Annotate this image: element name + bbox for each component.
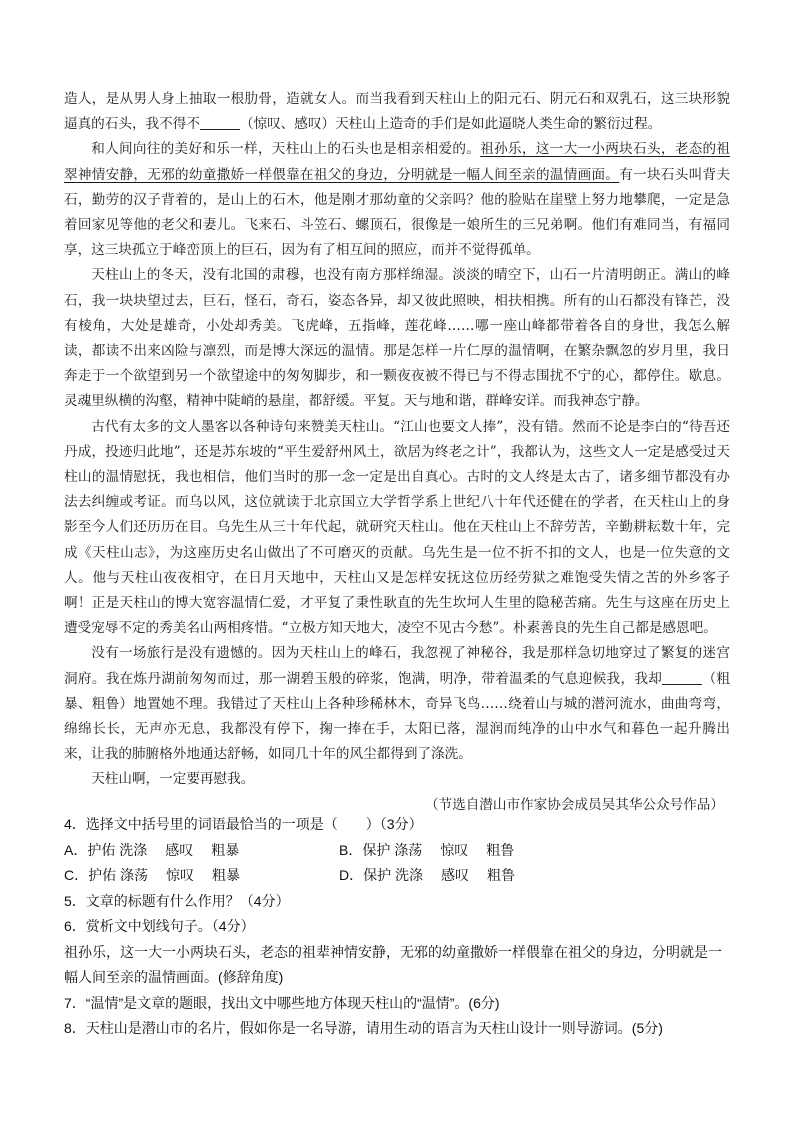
option-word: 感叹 (165, 841, 194, 858)
question-6-quote: 祖孙乐，这一大一小两块石头，老态的祖辈神情安静，无邪的幼童撒娇一样偎靠在祖父的身边，分明就是一幅人间至亲的温情画面。(修辞角度) (64, 943, 722, 985)
passage-text: （粗暴、粗鲁）地置她不理。我错过了天柱山上各种珍稀林木，奇异飞鸟……绕着山与城的潜河流水，曲曲弯弯，绵绵长长，无声亦无息，我都没有停下，掬一捧在手，太阳已落，湿润而纯净的山中水气和暮色一起升腾出来，让我的肺腑格外地通达舒畅，如同几十年的风尘都得到了涤洗。 (64, 670, 731, 763)
option-a[interactable] (64, 838, 339, 864)
question-6: 6．赏析文中划线句子。（4分） (64, 918, 255, 934)
passage-paragraph (64, 87, 730, 137)
passage-paragraph (64, 137, 730, 263)
passage-text: 没有一场旅行是没有遗憾的。因为天柱山上的峰石，我忽视了神秘谷，我是那样急切地穿过了繁复的迷宫洞府。我在炼丹湖前匆匆而过，那一湖碧玉般的碎浆，饱满，明净，带着温柔的气息迎候我，我却 (64, 645, 730, 687)
passage-source: （节选自潜山市作家协会成员吴其华公众号作品） (424, 796, 724, 813)
passage-text: 造人，是从男人身上抽取一根肋骨，造就女人。而当我看到天柱山上的阳元石、阴元石和双乳石，这三块形貌逼真的石头，我不得不 (64, 91, 730, 133)
question-7: 7．“温情”是文章的题眼，找出文中哪些地方体现天柱山的“温情”。(6分) (64, 994, 500, 1011)
passage-text: （惊叹、感叹）天柱山上造奇的手们是如此逼晓人类生命的繁衍过程。 (239, 116, 662, 133)
option-word: 感叹 (441, 867, 469, 883)
passage-paragraph: 古代有太多的文人墨客以各种诗句来赞美天柱山。“江山也要文人捧”，没有错。然而不论是李白的“待吾还丹成，投迹归此地”，还是苏东坡的“平生爱舒州风土，欲居为终老之计”，我都认为，这些文人一定是感受过天柱山的温情慰抚，我也相信，他们当时的那一念一定是出自真心。古时的文人终是太古了，诸多细节都没有办法去纠缠或考证。而乌以风，这位就读于北京国立大学哲学系上世纪八十年代还健在的学者，在天柱山上的身影至今人们还历历在目。乌先生从三十年代起，就研究天柱山。他在天柱山上不辞劳苦，辛勤耕耘数十年，完成《天柱山志》，为这座历史名山做出了不可磨灭的贡献。乌先生是一位不折不扣的文人，也是一位失意的文人。他与天柱山夜夜相守，在日月天地中，天柱山又是怎样安抚这位历经劳狱之难饱受失情之苦的外乡客子啊！正是天柱山的博大宽容温情仁爱，才平复了秉性耿直的先生坎坷人生里的隐秘苦痛。先生与这座在历史上遭受宠辱不定的秀美名山两相疼惜。“立极方知天地大，凌空不见古今愁”。朴素善良的先生自己都是感恩吧。 (64, 418, 730, 637)
question-4: 4．选择文中括号里的词语最恰当的一项是（ ）（3分） (64, 816, 423, 832)
option-letter: C．护佑 涤荡 (64, 867, 148, 883)
option-word: 粗暴 (211, 841, 240, 858)
passage-paragraph (64, 641, 730, 767)
option-letter: A．护佑 洗涤 (64, 841, 148, 858)
option-word: 惊叹 (440, 841, 469, 858)
option-d[interactable] (339, 863, 614, 889)
underlined-sentence: 祖孙乐，这一大一小两块石头，老态的祖翠神情安静，无邪的幼童撒娇一样偎靠在祖父的身边，分明就是一幅人间至亲的温情画面。 (64, 141, 731, 183)
answer-blank[interactable] (200, 115, 240, 130)
question-4-options (64, 838, 730, 889)
option-b[interactable] (339, 838, 614, 864)
passage-paragraph: 天柱山啊，一定要再慰我。 (91, 771, 255, 788)
question-8: 8．天柱山是潜山市的名片，假如你是一名导游，请用生动的语言为天柱山设计一则导游词。(5分) (64, 1020, 663, 1036)
question-5: 5．文章的标题有什么作用？（4分） (64, 892, 290, 909)
option-letter: B．保护 涤荡 (339, 841, 423, 858)
option-word: 粗暴 (212, 867, 240, 883)
passage-text: 有一块石头叫背夫石，勤劳的汉子背着的，是山上的石木，他是刚才那幼童的父亲吗？他的脸贴在崖壁上努力地攀爬，一定是急着回家见等他的老父和妻儿。飞来石、斗笠石、螺顶石，很像是一娘所生的三兄弟啊。他们有难同当，有福同享，这三块孤立于峰峦顶上的巨石，因为有了相互间的照应，而并不觉得孤单。 (64, 166, 731, 259)
option-c[interactable] (64, 863, 339, 889)
passage-text: 和人间向往的美好和乐一样，天柱山上的石头也是相亲相爱的。 (91, 141, 481, 158)
option-word: 粗鲁 (487, 867, 515, 883)
option-word: 惊叹 (166, 867, 194, 883)
option-word: 粗鲁 (486, 841, 515, 858)
answer-blank[interactable] (662, 670, 702, 685)
question-section (64, 812, 730, 1042)
option-letter: D．保护 洗涤 (339, 867, 423, 883)
passage-paragraph: 天柱山上的冬天，没有北国的肃穆，也没有南方那样绵湿。淡淡的晴空下，山石一片清明朗正。满山的峰石，我一块块望过去，巨石，怪石，奇石，姿态各异，却又彼此照映，相扶相携。所有的山石都没有锋芒，没有棱角，大处是雄奇，小处却秀美。飞虎峰，五指峰，莲花峰……哪一座山峰都带着各自的身世，我怎么解读，都读不出来凶险与凛烈，而是博大深远的温情。那是怎样一片仁厚的温情啊，在繁杂飘忽的岁月里，我日奔走于一个欲望到另一个欲望途中的匆匆脚步，和一颗夜夜被不得已与不得志围扰不宁的心，都停住。歇息。灵魂里纵横的沟壑，精神中陡峭的悬崖，都舒缓。平复。天与地和谐，群峰安详。而我神态宁静。 (64, 267, 730, 410)
reading-passage (64, 87, 730, 818)
